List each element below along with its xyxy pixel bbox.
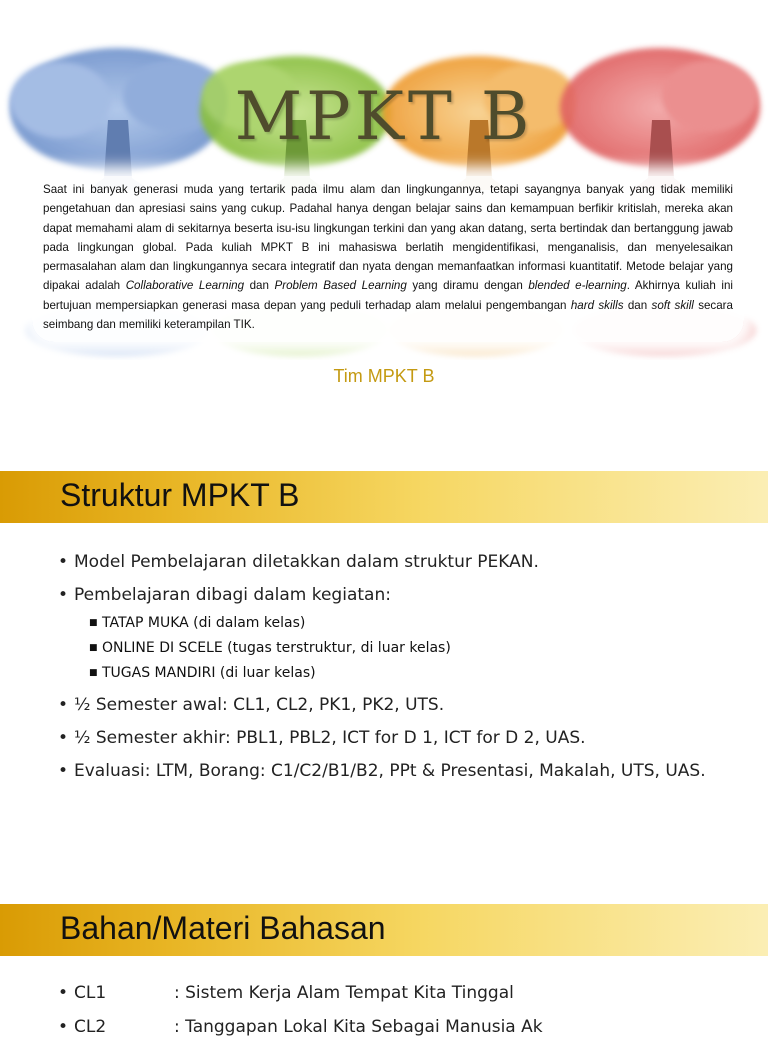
author-line: Tim MPKT B <box>333 366 435 386</box>
list-item: • ½ Semester awal: CL1, CL2, PK1, PK2, UTS. <box>58 694 738 716</box>
list-item: • ½ Semester akhir: PBL1, PBL2, ICT for D 1, ICT for D 2, UAS. <box>58 727 738 749</box>
list-item <box>58 1016 738 1038</box>
header-bar <box>0 471 768 523</box>
topic-desc: : Tanggapan Lokal Kita Sebagai Manusia Ak <box>174 1017 543 1037</box>
intro-text-run: yang diramu dengan <box>406 279 529 293</box>
slide-title: MPKT B <box>234 78 534 155</box>
intro-italic-term: Collaborative Learning <box>125 279 245 293</box>
topic-list <box>58 982 738 1050</box>
list-item <box>58 982 738 1004</box>
sub-list-item: ■ ONLINE DI SCELE (tugas terstruktur, di luar kelas) <box>58 638 738 658</box>
intro-paragraph <box>43 180 733 334</box>
intro-text-run: dan <box>623 298 652 312</box>
topic-code: CL2 <box>74 1017 107 1037</box>
bullet-list <box>58 551 738 793</box>
sub-list <box>58 613 738 683</box>
slide-heading: Bahan/Materi Bahasan <box>60 910 386 946</box>
sub-list-item: ■ TATAP MUKA (di dalam kelas) <box>58 613 738 633</box>
list-item: • Pembelajaran dibagi dalam kegiatan: <box>58 584 738 606</box>
topic-code: CL1 <box>74 983 107 1003</box>
list-item: • Model Pembelajaran diletakkan dalam struktur PEKAN. <box>58 551 738 573</box>
intro-text-run: secara seimbang dan memiliki keterampilan TIK. <box>43 298 733 332</box>
intro-italic-term: hard skills <box>570 298 624 312</box>
header-bar <box>0 904 768 956</box>
intro-text-run: Saat ini banyak generasi muda yang tertarik pada ilmu alam dan lingkungannya, tetapi sayangnya banyak yang tidak memiliki pengetahuan dan apresiasi sains yang cukup. Padahal hanya dengan belajar sains dan kemampuan berfikir kritislah, mereka akan dapat memahami alam di sekitarnya beserta isu-isu lingkungan terkini dan yang akan datang, serta bertindak dan bertanggung jawab pada lingkungan global. Pada kuliah MPKT B ini mahasiswa berlatih mengidentifikasi, menganalisis, dan menyelesaikan permasalahan alam dan lingkungannya secara integratif dan nyata dengan memanfaatkan informasi kuantitatif. Metode belajar yang dipakai adalah <box>43 183 733 293</box>
intro-italic-term: Problem Based Learning <box>274 279 407 293</box>
slide-heading: Struktur MPKT B <box>60 477 300 513</box>
intro-italic-term: blended e-learning <box>528 279 627 293</box>
list-item: • Evaluasi: LTM, Borang: C1/C2/B1/B2, PPt & Presentasi, Makalah, UTS, UAS. <box>58 760 738 782</box>
topic-desc: : Sistem Kerja Alam Tempat Kita Tinggal <box>174 983 514 1003</box>
intro-text-run: . Akhirnya kuliah ini bertujuan mempersiapkan generasi masa depan yang peduli terhadap alam melalui pengembangan <box>43 279 733 312</box>
sub-list-item: ■ TUGAS MANDIRI (di luar kelas) <box>58 663 738 683</box>
intro-italic-term: soft skill <box>651 298 694 312</box>
intro-slide <box>0 0 768 440</box>
intro-text-run: dan <box>244 279 275 293</box>
